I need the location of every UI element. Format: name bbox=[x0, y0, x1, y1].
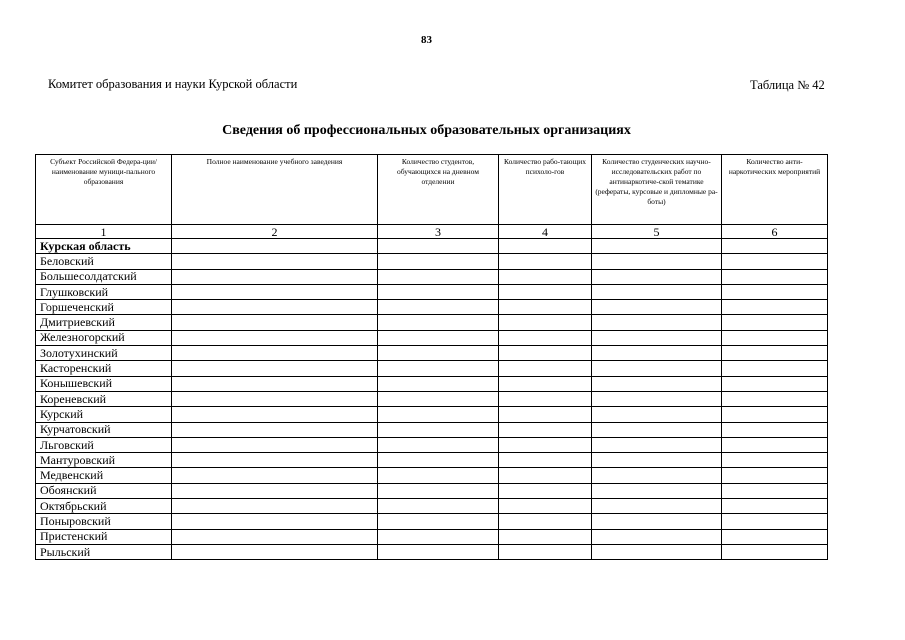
empty-cell bbox=[172, 300, 378, 315]
column-number: 4 bbox=[499, 225, 592, 239]
empty-cell bbox=[592, 376, 722, 391]
empty-cell bbox=[499, 254, 592, 269]
empty-cell bbox=[378, 346, 499, 361]
empty-cell bbox=[592, 514, 722, 529]
empty-cell bbox=[722, 499, 828, 514]
empty-cell bbox=[172, 437, 378, 452]
empty-cell bbox=[378, 330, 499, 345]
table-row bbox=[36, 284, 828, 299]
empty-cell bbox=[378, 437, 499, 452]
column-number: 5 bbox=[592, 225, 722, 239]
empty-cell bbox=[722, 239, 828, 254]
table-row bbox=[36, 300, 828, 315]
empty-cell bbox=[592, 284, 722, 299]
empty-cell bbox=[722, 468, 828, 483]
municipality-name: Беловский bbox=[36, 254, 172, 269]
table-row bbox=[36, 453, 828, 468]
empty-cell bbox=[378, 254, 499, 269]
municipality-name: Железногорский bbox=[36, 330, 172, 345]
table-row bbox=[36, 269, 828, 284]
table-row bbox=[36, 514, 828, 529]
column-number: 3 bbox=[378, 225, 499, 239]
empty-cell bbox=[499, 468, 592, 483]
empty-cell bbox=[722, 453, 828, 468]
empty-cell bbox=[172, 254, 378, 269]
empty-cell bbox=[592, 269, 722, 284]
empty-cell bbox=[592, 453, 722, 468]
table-row bbox=[36, 499, 828, 514]
empty-cell bbox=[722, 544, 828, 559]
column-header-events: Количество анти-наркотических мероприятий bbox=[722, 155, 828, 225]
empty-cell bbox=[172, 391, 378, 406]
empty-cell bbox=[499, 544, 592, 559]
table-row bbox=[36, 437, 828, 452]
table-row bbox=[36, 422, 828, 437]
empty-cell bbox=[378, 483, 499, 498]
empty-cell bbox=[499, 346, 592, 361]
empty-cell bbox=[722, 315, 828, 330]
empty-cell bbox=[722, 529, 828, 544]
empty-cell bbox=[722, 284, 828, 299]
empty-cell bbox=[499, 300, 592, 315]
empty-cell bbox=[499, 239, 592, 254]
empty-cell bbox=[592, 544, 722, 559]
empty-cell bbox=[378, 284, 499, 299]
empty-cell bbox=[592, 315, 722, 330]
table-row bbox=[36, 330, 828, 345]
table-row bbox=[36, 544, 828, 559]
empty-cell bbox=[172, 361, 378, 376]
empty-cell bbox=[592, 437, 722, 452]
empty-cell bbox=[722, 514, 828, 529]
empty-cell bbox=[499, 514, 592, 529]
column-number-row bbox=[36, 225, 828, 239]
column-header-institution: Полное наименование учебного заведения bbox=[172, 155, 378, 225]
empty-cell bbox=[722, 422, 828, 437]
table-body bbox=[36, 239, 828, 560]
column-header-research-works: Количество студенческих научно-исследовательских работ по антинаркотиче-ской тематике (рефераты, курсовые и дипломные ра-боты) bbox=[592, 155, 722, 225]
municipality-name: Обоянский bbox=[36, 483, 172, 498]
municipality-name: Дмитриевский bbox=[36, 315, 172, 330]
empty-cell bbox=[592, 239, 722, 254]
document-title: Сведения об профессиональных образовательных организациях bbox=[222, 123, 631, 138]
municipality-name: Касторенский bbox=[36, 361, 172, 376]
empty-cell bbox=[592, 391, 722, 406]
municipality-name: Рыльский bbox=[36, 544, 172, 559]
empty-cell bbox=[722, 391, 828, 406]
empty-cell bbox=[378, 269, 499, 284]
empty-cell bbox=[172, 330, 378, 345]
municipality-name: Льговский bbox=[36, 437, 172, 452]
empty-cell bbox=[592, 483, 722, 498]
empty-cell bbox=[592, 529, 722, 544]
empty-cell bbox=[592, 300, 722, 315]
table-row bbox=[36, 468, 828, 483]
table-row bbox=[36, 483, 828, 498]
municipality-name: Конышевский bbox=[36, 376, 172, 391]
column-number: 6 bbox=[722, 225, 828, 239]
empty-cell bbox=[378, 529, 499, 544]
table-row bbox=[36, 254, 828, 269]
empty-cell bbox=[378, 453, 499, 468]
empty-cell bbox=[378, 499, 499, 514]
empty-cell bbox=[172, 269, 378, 284]
municipality-name: Горшеченский bbox=[36, 300, 172, 315]
empty-cell bbox=[499, 284, 592, 299]
empty-cell bbox=[172, 315, 378, 330]
empty-cell bbox=[592, 254, 722, 269]
empty-cell bbox=[172, 544, 378, 559]
empty-cell bbox=[172, 468, 378, 483]
empty-cell bbox=[499, 437, 592, 452]
table-row bbox=[36, 407, 828, 422]
empty-cell bbox=[499, 453, 592, 468]
empty-cell bbox=[499, 407, 592, 422]
municipality-name: Медвенский bbox=[36, 468, 172, 483]
empty-cell bbox=[172, 499, 378, 514]
empty-cell bbox=[592, 330, 722, 345]
empty-cell bbox=[378, 391, 499, 406]
municipality-name: Золотухинский bbox=[36, 346, 172, 361]
table-row bbox=[36, 529, 828, 544]
table-number: Таблица № 42 bbox=[750, 78, 825, 92]
table-row bbox=[36, 376, 828, 391]
empty-cell bbox=[172, 407, 378, 422]
table-row bbox=[36, 315, 828, 330]
table-row bbox=[36, 391, 828, 406]
organization-name: Комитет образования и науки Курской области bbox=[48, 77, 298, 91]
municipality-name: Большесолдатский bbox=[36, 269, 172, 284]
empty-cell bbox=[172, 529, 378, 544]
municipality-name: Курская область bbox=[36, 239, 172, 254]
empty-cell bbox=[499, 376, 592, 391]
report-table bbox=[35, 154, 828, 560]
municipality-name: Глушковский bbox=[36, 284, 172, 299]
empty-cell bbox=[722, 376, 828, 391]
empty-cell bbox=[378, 361, 499, 376]
empty-cell bbox=[499, 391, 592, 406]
page-number: 83 bbox=[421, 34, 432, 46]
table-row bbox=[36, 346, 828, 361]
column-header-students: Количество студентов, обучающихся на дневном отделении bbox=[378, 155, 499, 225]
empty-cell bbox=[499, 269, 592, 284]
empty-cell bbox=[172, 514, 378, 529]
empty-cell bbox=[722, 330, 828, 345]
municipality-name: Мантуровский bbox=[36, 453, 172, 468]
municipality-name: Курский bbox=[36, 407, 172, 422]
empty-cell bbox=[172, 422, 378, 437]
empty-cell bbox=[378, 544, 499, 559]
empty-cell bbox=[378, 315, 499, 330]
empty-cell bbox=[378, 300, 499, 315]
empty-cell bbox=[172, 453, 378, 468]
empty-cell bbox=[499, 315, 592, 330]
empty-cell bbox=[592, 407, 722, 422]
empty-cell bbox=[722, 254, 828, 269]
empty-cell bbox=[378, 239, 499, 254]
empty-cell bbox=[378, 468, 499, 483]
empty-cell bbox=[722, 361, 828, 376]
municipality-name: Пристенский bbox=[36, 529, 172, 544]
empty-cell bbox=[378, 376, 499, 391]
empty-cell bbox=[499, 529, 592, 544]
municipality-name: Курчатовский bbox=[36, 422, 172, 437]
table-row bbox=[36, 361, 828, 376]
empty-cell bbox=[722, 407, 828, 422]
empty-cell bbox=[722, 346, 828, 361]
empty-cell bbox=[499, 361, 592, 376]
column-header-subject: Субъект Российской Федера-ции/наименование муници-пального образования bbox=[36, 155, 172, 225]
empty-cell bbox=[592, 361, 722, 376]
empty-cell bbox=[172, 483, 378, 498]
empty-cell bbox=[499, 422, 592, 437]
empty-cell bbox=[378, 407, 499, 422]
empty-cell bbox=[172, 239, 378, 254]
empty-cell bbox=[722, 437, 828, 452]
municipality-name: Поныровский bbox=[36, 514, 172, 529]
empty-cell bbox=[172, 376, 378, 391]
column-number: 1 bbox=[36, 225, 172, 239]
empty-cell bbox=[172, 284, 378, 299]
empty-cell bbox=[722, 269, 828, 284]
table-row bbox=[36, 239, 828, 254]
empty-cell bbox=[378, 514, 499, 529]
empty-cell bbox=[592, 422, 722, 437]
empty-cell bbox=[499, 330, 592, 345]
municipality-name: Кореневский bbox=[36, 391, 172, 406]
empty-cell bbox=[722, 300, 828, 315]
empty-cell bbox=[592, 346, 722, 361]
column-number: 2 bbox=[172, 225, 378, 239]
header-row bbox=[36, 155, 828, 225]
empty-cell bbox=[592, 499, 722, 514]
empty-cell bbox=[378, 422, 499, 437]
empty-cell bbox=[722, 483, 828, 498]
column-header-psychologists: Количество рабо-тающих психоло-гов bbox=[499, 155, 592, 225]
municipality-name: Октябрьский bbox=[36, 499, 172, 514]
empty-cell bbox=[592, 468, 722, 483]
empty-cell bbox=[499, 483, 592, 498]
empty-cell bbox=[499, 499, 592, 514]
empty-cell bbox=[172, 346, 378, 361]
